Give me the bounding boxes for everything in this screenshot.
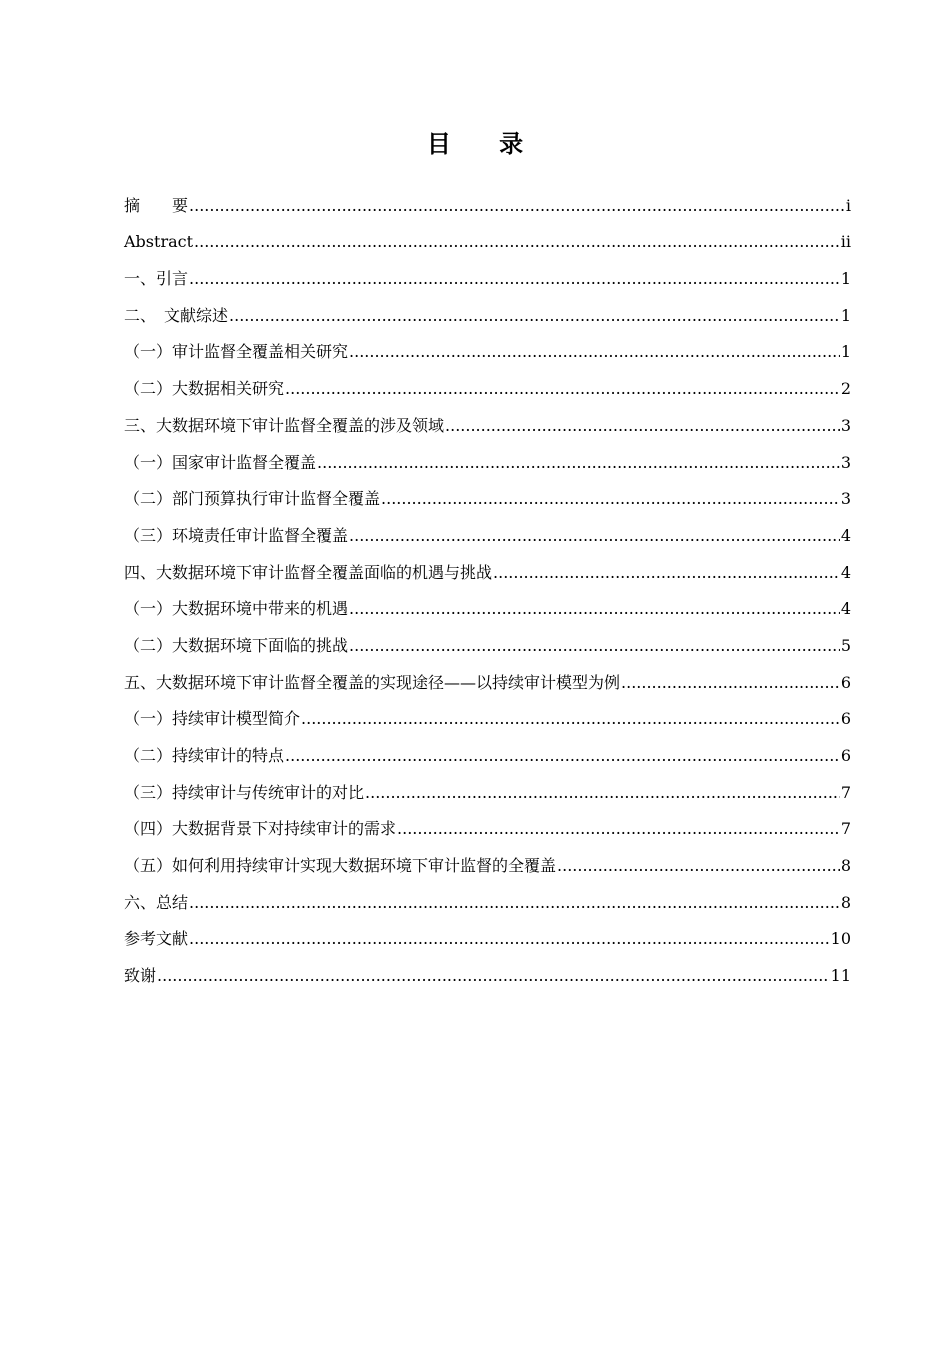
toc-entry-page: 4: [840, 562, 851, 582]
toc-entry-label: （二）持续审计的特点: [124, 746, 285, 765]
toc-entry-label: 四、大数据环境下审计监督全覆盖面临的机遇与挑战: [124, 562, 493, 582]
toc-leader-dots: [189, 268, 840, 290]
toc-entry-page: 6: [840, 672, 851, 692]
toc-entry-page: 5: [840, 635, 851, 655]
toc-entry[interactable]: [124, 363, 851, 400]
toc-entry[interactable]: [124, 620, 851, 657]
toc-entry[interactable]: [124, 767, 851, 804]
toc-entry[interactable]: [124, 400, 851, 437]
toc-entry-label: （三）持续审计与传统审计的对比: [124, 782, 365, 802]
toc-entry[interactable]: [124, 474, 851, 511]
toc-entry[interactable]: [124, 547, 851, 584]
toc-entry[interactable]: [124, 327, 851, 364]
toc-list: [124, 180, 851, 987]
toc-entry-page: 4: [840, 525, 851, 545]
toc-entry-label: （二）大数据相关研究: [124, 379, 285, 399]
toc-entry-page: 1: [840, 269, 851, 289]
toc-entry[interactable]: [124, 950, 851, 987]
toc-leader-dots: [349, 598, 840, 620]
toc-entry-page: 11: [830, 966, 851, 986]
toc-entry-page: 3: [840, 452, 851, 472]
toc-entry-label: （二）部门预算执行审计监督全覆盖: [124, 489, 381, 509]
toc-entry-label: （四）大数据背景下对持续审计的需求: [124, 819, 397, 839]
toc-leader-dots: [445, 415, 840, 437]
toc-leader-dots: [397, 818, 840, 840]
toc-entry[interactable]: [124, 584, 851, 621]
toc-entry-page: 3: [840, 489, 851, 509]
toc-entry-label: （一）审计监督全覆盖相关研究: [124, 342, 349, 362]
toc-leader-dots: [229, 305, 840, 327]
toc-entry-page: 8: [840, 856, 851, 876]
toc-entry[interactable]: [124, 253, 851, 290]
toc-entry-label: （一）国家审计监督全覆盖: [124, 452, 317, 472]
toc-leader-dots: [189, 195, 845, 217]
toc-entry[interactable]: [124, 217, 851, 254]
toc-entry-page: 6: [840, 746, 851, 765]
toc-entry-page: 4: [840, 599, 851, 619]
toc-leader-dots: [493, 562, 840, 584]
toc-entry-page: 3: [840, 415, 851, 435]
toc-entry[interactable]: [124, 437, 851, 474]
toc-entry-page: 7: [840, 782, 851, 802]
toc-entry-label: Abstract: [124, 232, 194, 252]
toc-entry[interactable]: [124, 290, 851, 327]
toc-entry-label: 六、总结: [124, 892, 189, 912]
toc-entry-label: （三）环境责任审计监督全覆盖: [124, 525, 349, 545]
toc-entry[interactable]: [124, 840, 851, 877]
toc-entry[interactable]: [124, 694, 851, 731]
toc-entry[interactable]: [124, 804, 851, 841]
toc-entry-page: 6: [840, 709, 851, 729]
toc-entry-label: 摘 要: [124, 195, 189, 215]
toc-entry-page: 2: [840, 379, 851, 399]
toc-entry[interactable]: [124, 510, 851, 547]
toc-entry-label: 五、大数据环境下审计监督全覆盖的实现途径——以持续审计模型为例: [124, 672, 621, 692]
toc-entry-page: 7: [840, 819, 851, 839]
toc-entry[interactable]: [124, 180, 851, 217]
toc-leader-dots: [285, 378, 840, 400]
toc-leader-dots: [349, 341, 840, 363]
toc-leader-dots: [317, 452, 840, 474]
toc-entry-page: 1: [840, 342, 851, 362]
toc-leader-dots: [189, 892, 840, 914]
toc-entry-page: 1: [840, 305, 851, 325]
toc-leader-dots: [557, 855, 840, 877]
toc-entry-page: 10: [830, 929, 851, 949]
toc-entry-label: （一）大数据环境中带来的机遇: [124, 599, 349, 619]
toc-entry-page: 8: [840, 892, 851, 912]
toc-entry-label: （一）持续审计模型简介: [124, 709, 301, 729]
toc-leader-dots: [381, 488, 840, 510]
toc-entry-page: i: [845, 195, 851, 215]
toc-leader-dots: [301, 708, 840, 730]
toc-entry[interactable]: [124, 914, 851, 951]
toc-leader-dots: [194, 231, 840, 253]
toc-leader-dots: [189, 928, 830, 950]
toc-entry-label: 致谢: [124, 966, 157, 986]
toc-leader-dots: [157, 965, 830, 987]
toc-entry-label: 三、大数据环境下审计监督全覆盖的涉及领域: [124, 415, 445, 435]
toc-title: 目 录: [426, 129, 544, 158]
toc-entry-label: （二）大数据环境下面临的挑战: [124, 635, 349, 655]
toc-entry[interactable]: [124, 657, 851, 694]
toc-leader-dots: [349, 525, 840, 547]
toc-entry-label: （五）如何利用持续审计实现大数据环境下审计监督的全覆盖: [124, 856, 557, 876]
toc-leader-dots: [365, 782, 840, 804]
toc-entry[interactable]: [124, 730, 851, 767]
toc-entry-page: ii: [840, 232, 851, 252]
toc-leader-dots: [285, 745, 840, 767]
toc-entry-label: 参考文献: [124, 929, 189, 949]
toc-entry-label: 一、引言: [124, 269, 189, 289]
toc-leader-dots: [349, 635, 840, 657]
toc-leader-dots: [621, 672, 840, 694]
toc-entry-label: 二、 文献综述: [124, 305, 229, 325]
toc-entry[interactable]: [124, 877, 851, 914]
